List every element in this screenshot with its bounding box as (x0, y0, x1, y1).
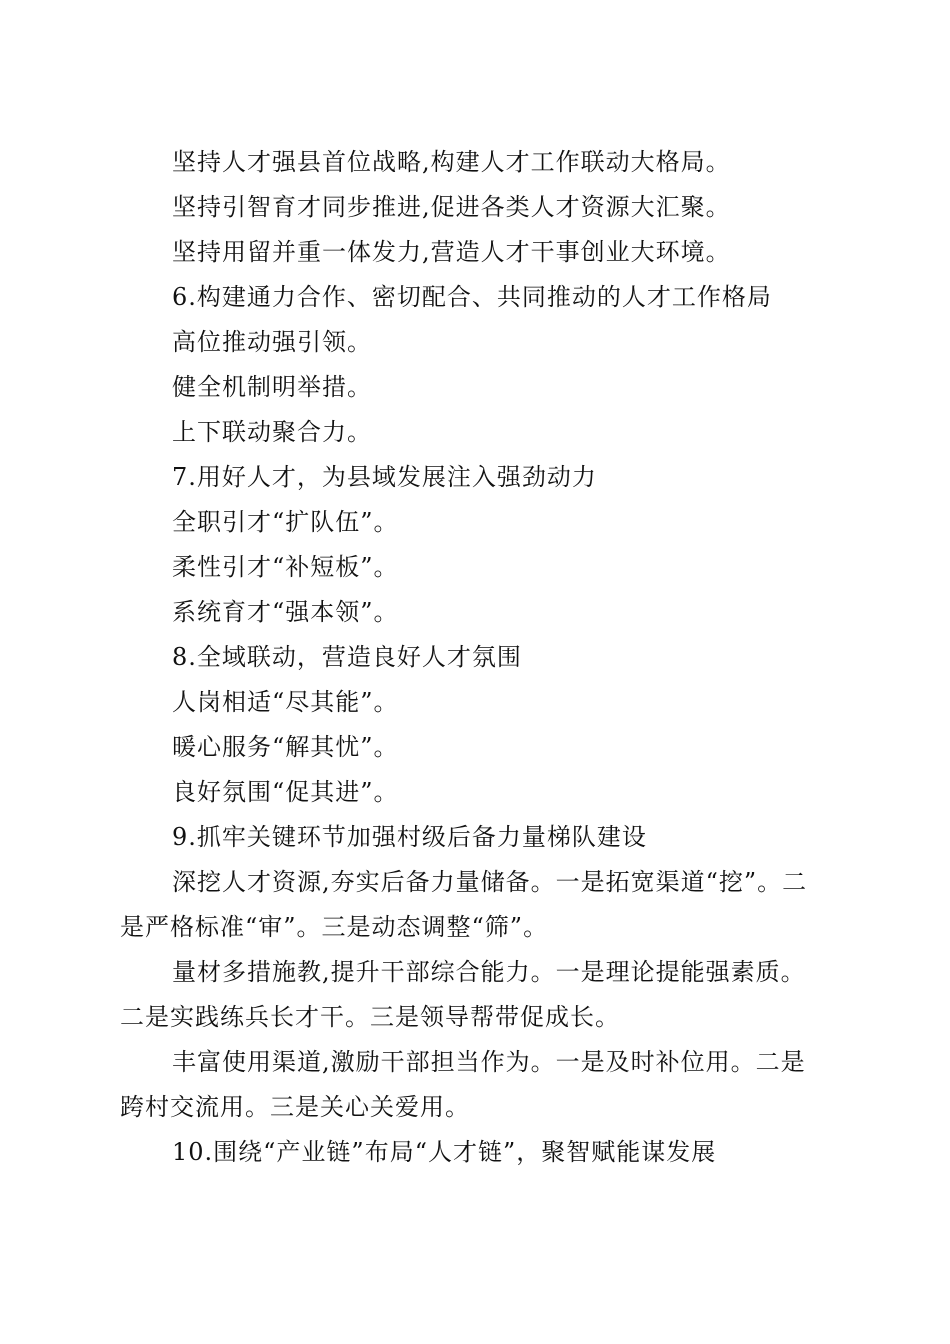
section-heading: 7.用好人才，为县域发展注入强劲动力 (172, 463, 597, 491)
section-heading: 8.全域联动，营造良好人才氛围 (172, 643, 522, 671)
text-line: 系统育才“强本领”。 (172, 598, 399, 626)
text-line: 人岗相适“尽其能”。 (172, 688, 399, 716)
text-line: 坚持人才强县首位战略,构建人才工作联动大格局。 (172, 148, 731, 176)
section-heading: 10.围绕“产业链”布局“人才链”，聚智赋能谋发展 (172, 1138, 717, 1166)
body-paragraph: 深挖人才资源,夯实后备力量储备。一是拓宽渠道“挖”。二是严格标准“审”。三是动态调整“筛”。 (120, 868, 808, 941)
section-heading: 6.构建通力合作、密切配合、共同推动的人才工作格局 (172, 283, 772, 311)
text-line: 健全机制明举措。 (172, 373, 372, 401)
text-line: 全职引才“扩队伍”。 (172, 508, 399, 536)
text-line: 暖心服务“解其忧”。 (172, 733, 399, 761)
document-body (120, 140, 830, 1175)
body-paragraph: 丰富使用渠道,激励干部担当作为。一是及时补位用。二是跨村交流用。三是关心关爱用。 (120, 1048, 806, 1121)
section-heading: 9.抓牢关键环节加强村级后备力量梯队建设 (172, 823, 647, 851)
body-paragraph: 量材多措施教,提升干部综合能力。一是理论提能强素质。二是实践练兵长才干。三是领导帮带促成长。 (120, 958, 806, 1031)
text-line: 上下联动聚合力。 (172, 418, 372, 446)
text-line: 良好氛围“促其进”。 (172, 778, 399, 806)
text-line: 柔性引才“补短板”。 (172, 553, 399, 581)
text-line: 高位推动强引领。 (172, 328, 372, 356)
text-line: 坚持用留并重一体发力,营造人才干事创业大环境。 (172, 238, 731, 266)
text-line: 坚持引智育才同步推进,促进各类人才资源大汇聚。 (172, 193, 731, 221)
